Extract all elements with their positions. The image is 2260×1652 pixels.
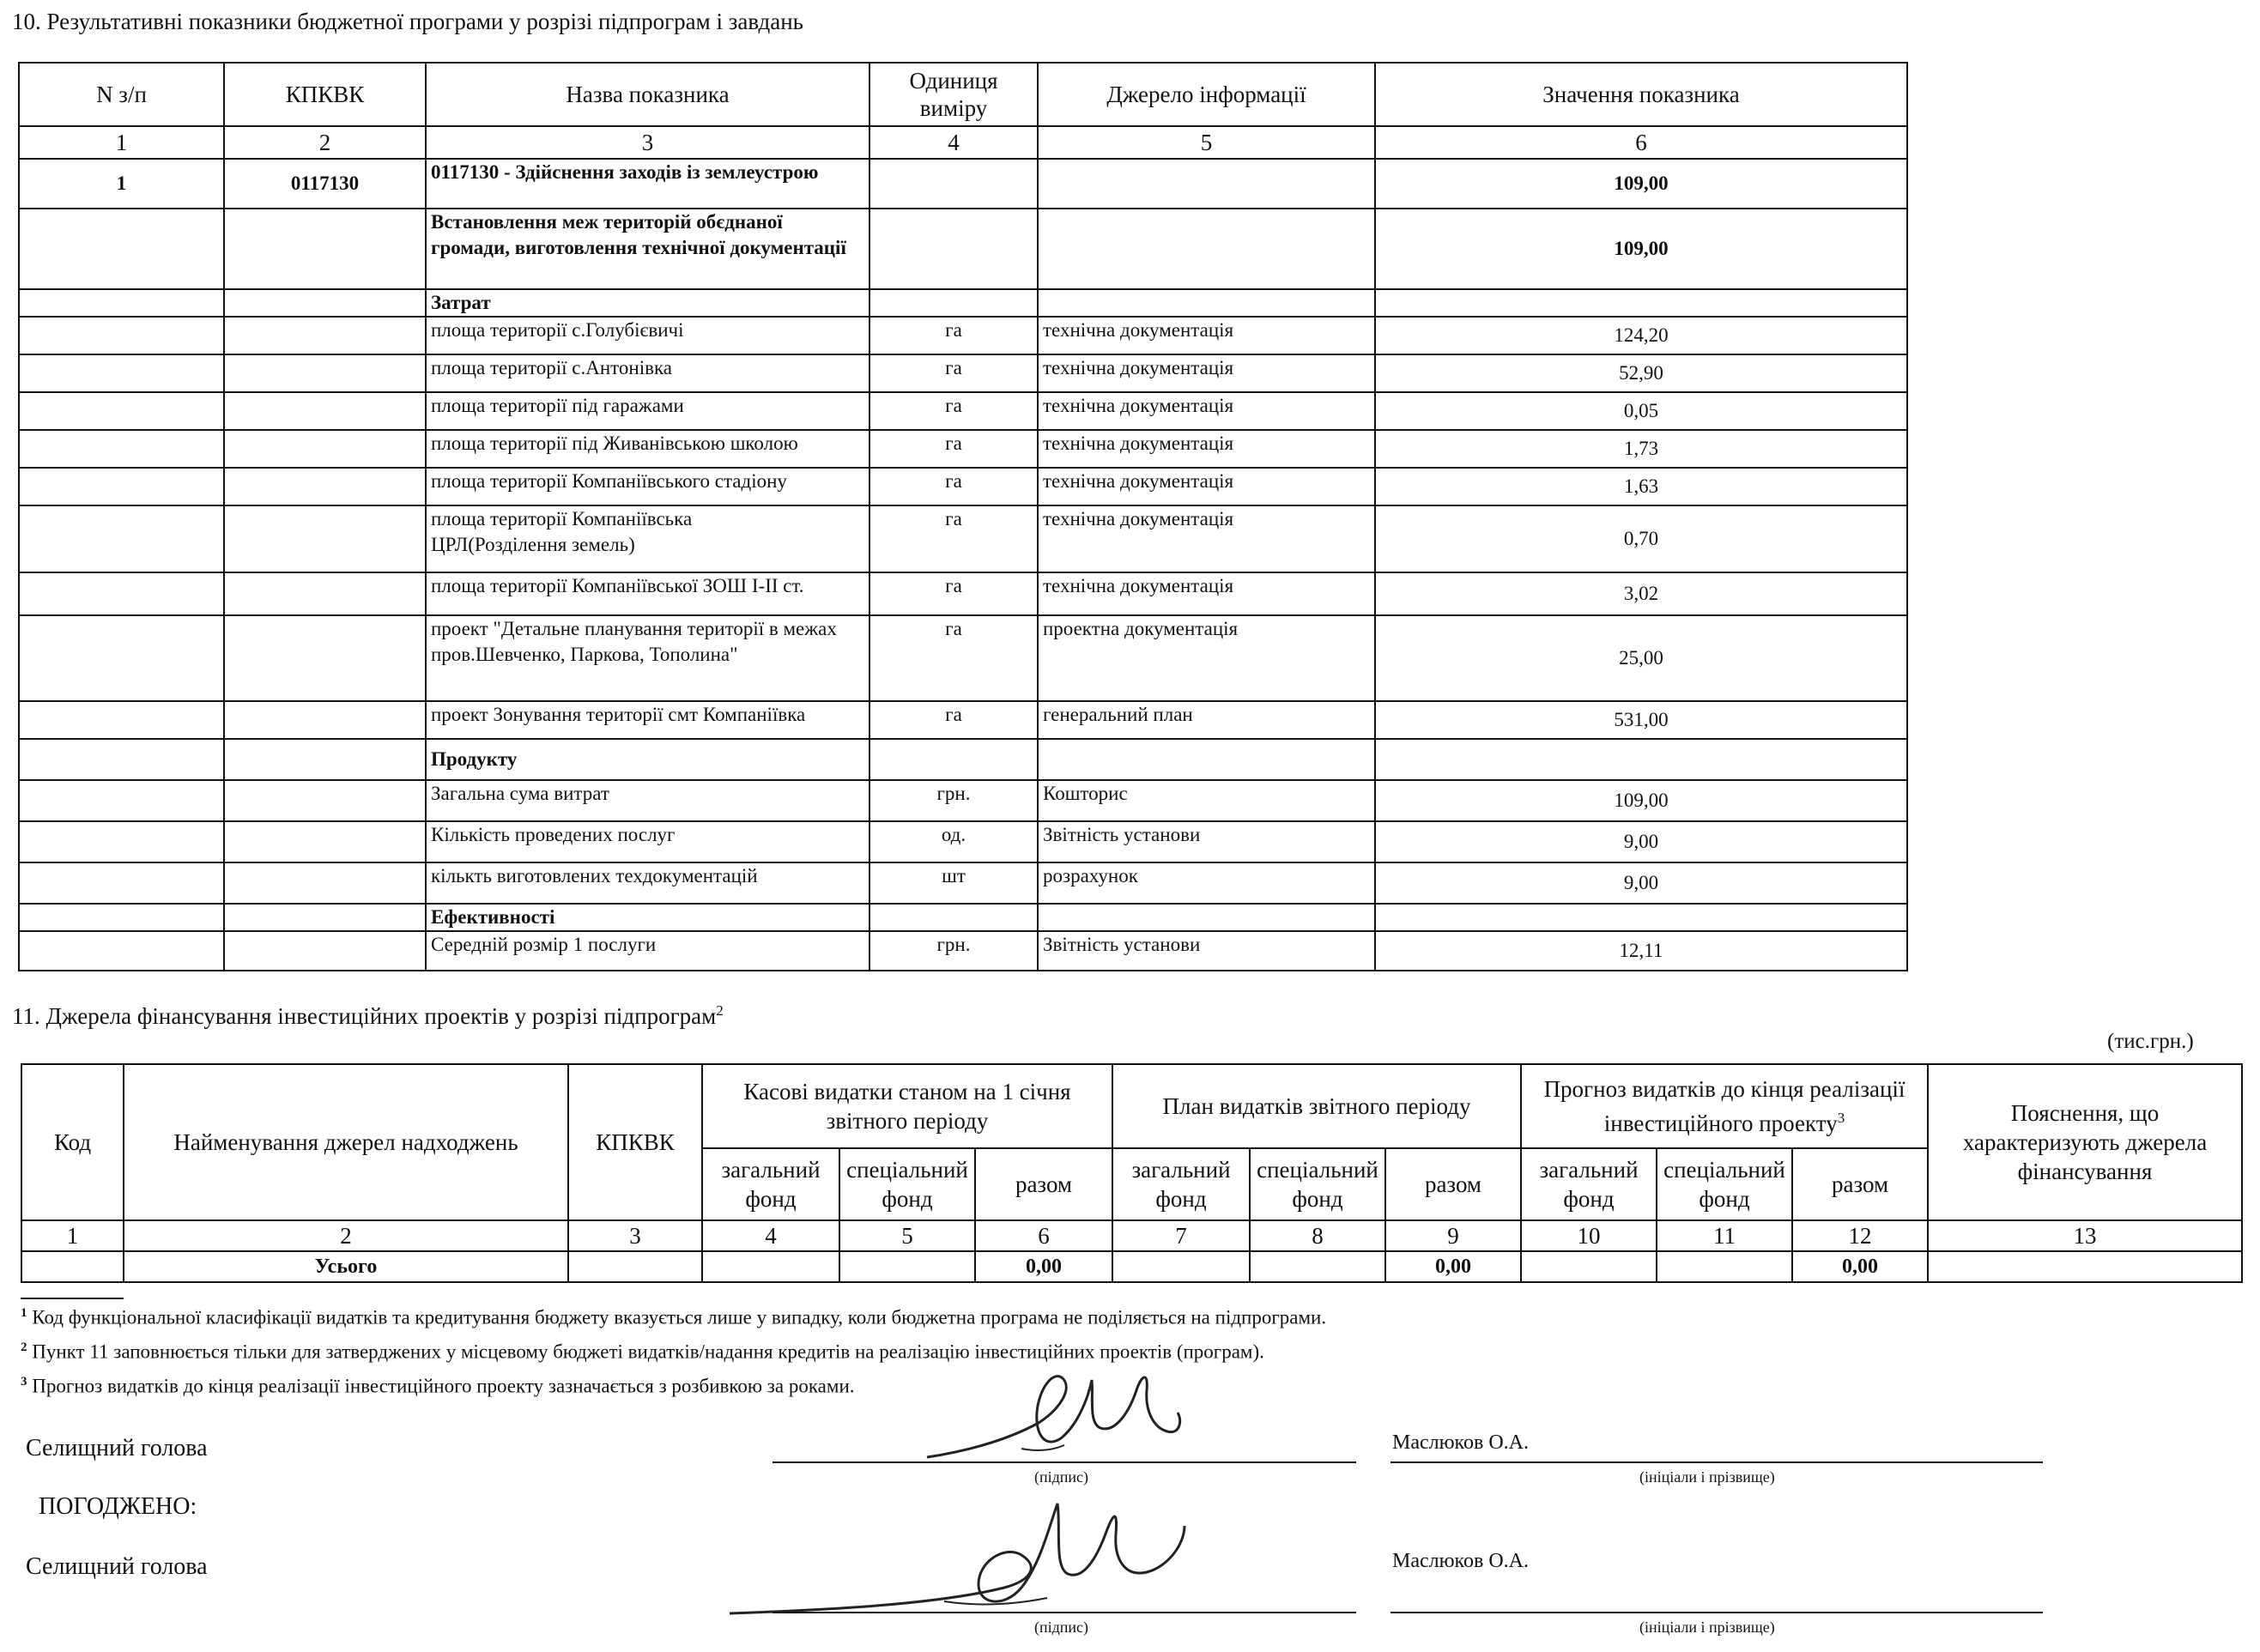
name-line [1391, 1461, 2043, 1463]
col-number: 1 [19, 126, 224, 159]
cell-n [19, 931, 224, 971]
cell-name: кількть виготовлених техдокументацій [426, 862, 869, 904]
footnote-mark: 3 [21, 1375, 27, 1389]
table-row [19, 701, 1907, 739]
signer-role: Селищний голова [26, 1435, 208, 1461]
footnote-1 [21, 1306, 1326, 1329]
cell-n: 1 [19, 159, 224, 209]
table-row [19, 931, 1907, 971]
name-caption: (ініціали і прізвище) [1639, 1619, 1775, 1636]
cell-name: Загальна сума витрат [426, 780, 869, 821]
cell [1250, 1251, 1385, 1282]
cell-value: 3,02 [1375, 572, 1907, 615]
column-numbers-row [21, 1220, 2242, 1251]
col-number: 7 [1112, 1220, 1250, 1251]
cell-value: 1,63 [1375, 468, 1907, 505]
header-special-fund: спеціальний фонд [1250, 1148, 1385, 1220]
section-10-title: 10. Результативні показники бюджетної програми у розрізі підпрограм і завдань [12, 9, 803, 34]
cell-source: технічна документація [1038, 505, 1375, 572]
cell-n [19, 572, 224, 615]
cell-value: 9,00 [1375, 862, 1907, 904]
footnote-text: Код функціональної класифікації видатків та кредитування бюджету вказується лише у випадку, коли бюджетна програма не поділяється на підпрограми. [32, 1306, 1327, 1328]
footnote-divider [21, 1298, 124, 1299]
col-number: 11 [1657, 1220, 1792, 1251]
cell-kpkvk [224, 931, 426, 971]
col-number: 5 [1038, 126, 1375, 159]
cell-unit [869, 209, 1038, 289]
cell-source [1038, 289, 1375, 317]
header-general-fund: загальний фонд [1521, 1148, 1657, 1220]
table-row [19, 289, 1907, 317]
cell-source [1038, 209, 1375, 289]
col-number: 6 [975, 1220, 1112, 1251]
footnote-mark: 1 [21, 1306, 27, 1320]
cell-kpkvk [224, 354, 426, 392]
unit-note: (тис.грн.) [2107, 1030, 2194, 1053]
cell [568, 1251, 702, 1282]
cell-unit: грн. [869, 780, 1038, 821]
cell-source [1038, 739, 1375, 780]
cell-n [19, 615, 224, 701]
header-special-fund: спеціальний фонд [1657, 1148, 1792, 1220]
cell [702, 1251, 839, 1282]
cell-source: технічна документація [1038, 468, 1375, 505]
cell-unit: грн. [869, 931, 1038, 971]
header-cash-expenses: Касові видатки станом на 1 січня звітного періоду [702, 1064, 1112, 1148]
table-row [19, 572, 1907, 615]
cell-kpkvk [224, 615, 426, 701]
cell-value: 0,70 [1375, 505, 1907, 572]
cell-value [1375, 904, 1907, 931]
cell-n [19, 354, 224, 392]
cell-name: площа території с.Антонівка [426, 354, 869, 392]
cell-unit: га [869, 354, 1038, 392]
cell-n [19, 862, 224, 904]
col-number: 6 [1375, 126, 1907, 159]
cell-name: Продукту [426, 739, 869, 780]
cell-n [19, 780, 224, 821]
cell-source [1038, 159, 1375, 209]
cell-value: 531,00 [1375, 701, 1907, 739]
cell-n [19, 289, 224, 317]
cell-unit: га [869, 468, 1038, 505]
cell-unit [869, 739, 1038, 780]
header-general-fund: загальний фонд [702, 1148, 839, 1220]
cell-unit: од. [869, 821, 1038, 862]
table-row [19, 209, 1907, 289]
cell-unit: га [869, 505, 1038, 572]
cell-kpkvk [224, 739, 426, 780]
cell [839, 1251, 975, 1282]
cell-n [19, 739, 224, 780]
table-row [19, 780, 1907, 821]
footnote-mark: 2 [21, 1340, 27, 1354]
table-row [19, 392, 1907, 430]
cell-source: Кошторис [1038, 780, 1375, 821]
cell-source: технічна документація [1038, 392, 1375, 430]
table-row [19, 862, 1907, 904]
cell [1928, 1251, 2242, 1282]
table-row [19, 904, 1907, 931]
col-number: 4 [869, 126, 1038, 159]
total-label: Усього [124, 1251, 568, 1282]
cell [21, 1251, 124, 1282]
cell-unit [869, 159, 1038, 209]
cell-unit: га [869, 317, 1038, 354]
cell-kpkvk [224, 701, 426, 739]
signature-caption: (підпис) [1034, 1468, 1089, 1486]
cell-kpkvk [224, 317, 426, 354]
cell-source: технічна документація [1038, 354, 1375, 392]
cell-kpkvk [224, 468, 426, 505]
cell-source: технічна документація [1038, 430, 1375, 468]
table-header-row [21, 1064, 2242, 1148]
cell-source: технічна документація [1038, 572, 1375, 615]
total-row [21, 1251, 2242, 1282]
cell-unit [869, 289, 1038, 317]
col-number: 2 [224, 126, 426, 159]
header-n: N з/п [19, 63, 224, 126]
total-cash: 0,00 [975, 1251, 1112, 1282]
header-indicator-name: Назва показника [426, 63, 869, 126]
name-caption: (ініціали і прізвище) [1639, 1468, 1775, 1486]
table-row [19, 739, 1907, 780]
cell-n [19, 317, 224, 354]
cell-name: площа території Компаніївська ЦРЛ(Розділення земель) [426, 505, 869, 572]
total-forecast: 0,00 [1792, 1251, 1928, 1282]
cell-n [19, 209, 224, 289]
cell-n [19, 701, 224, 739]
cell-kpkvk [224, 430, 426, 468]
col-number: 5 [839, 1220, 975, 1251]
total-plan: 0,00 [1385, 1251, 1521, 1282]
col-number: 2 [124, 1220, 568, 1251]
header-total: разом [1385, 1148, 1521, 1220]
table-row [19, 821, 1907, 862]
column-numbers-row [19, 126, 1907, 159]
signature-caption: (підпис) [1034, 1619, 1089, 1636]
cell-kpkvk [224, 209, 426, 289]
signer-name: Маслюков О.А. [1392, 1550, 1529, 1572]
footnote-3 [21, 1375, 855, 1398]
col-number: 8 [1250, 1220, 1385, 1251]
cell-name: 0117130 - Здійснення заходів із землеустрою [426, 159, 869, 209]
cell-value: 109,00 [1375, 780, 1907, 821]
cell-n [19, 430, 224, 468]
cell [1657, 1251, 1792, 1282]
table-row [19, 615, 1907, 701]
cell-value: 1,73 [1375, 430, 1907, 468]
col-number: 9 [1385, 1220, 1521, 1251]
cell-unit [869, 904, 1038, 931]
cell-value: 9,00 [1375, 821, 1907, 862]
cell-name: Середній розмір 1 послуги [426, 931, 869, 971]
cell-kpkvk [224, 780, 426, 821]
cell-unit: га [869, 615, 1038, 701]
cell-name: площа території Компаніївського стадіону [426, 468, 869, 505]
cell-name: Кількість проведених послуг [426, 821, 869, 862]
cell-source: технічна документація [1038, 317, 1375, 354]
header-explanation: Пояснення, що характеризують джерела фінансування [1928, 1064, 2242, 1220]
header-forecast-expenses [1521, 1064, 1928, 1148]
cell-value: 124,20 [1375, 317, 1907, 354]
cell-name: площа території Компаніївської ЗОШ І-ІІ ст. [426, 572, 869, 615]
cell-name: Встановлення меж територій обєднаної громади, виготовлення технічної документації [426, 209, 869, 289]
cell-kpkvk [224, 572, 426, 615]
col-number: 3 [426, 126, 869, 159]
cell-unit: га [869, 701, 1038, 739]
cell-value: 109,00 [1375, 209, 1907, 289]
header-kpkvk: КПКВК [568, 1064, 702, 1220]
cell-n [19, 468, 224, 505]
cell-kpkvk [224, 505, 426, 572]
cell-value: 109,00 [1375, 159, 1907, 209]
header-unit: Одиниця виміру [869, 63, 1038, 126]
header-kpkvk: КПКВК [224, 63, 426, 126]
cell-kpkvk [224, 862, 426, 904]
table-header-row [19, 63, 1907, 126]
cell-source [1038, 904, 1375, 931]
header-code: Код [21, 1064, 124, 1220]
cell-name: площа території під Живанівською школою [426, 430, 869, 468]
cell-n [19, 505, 224, 572]
header-special-fund: спеціальний фонд [839, 1148, 975, 1220]
header-forecast-text: Прогноз видатків до кінця реалізації інвестиційного проекту [1543, 1076, 1906, 1136]
cell-kpkvk [224, 821, 426, 862]
col-number: 13 [1928, 1220, 2242, 1251]
cell-kpkvk [224, 392, 426, 430]
footnote-text: Прогноз видатків до кінця реалізації інвестиційного проекту зазначається з розбивкою за роками. [32, 1375, 855, 1397]
header-source-name: Найменування джерел надходжень [124, 1064, 568, 1220]
cell-unit: га [869, 572, 1038, 615]
cell-unit: га [869, 392, 1038, 430]
cell-n [19, 904, 224, 931]
agreed-label: ПОГОДЖЕНО: [39, 1493, 197, 1520]
header-total: разом [1792, 1148, 1928, 1220]
footnote-mark: 3 [1837, 1110, 1845, 1126]
cell-kpkvk [224, 289, 426, 317]
col-number: 4 [702, 1220, 839, 1251]
col-number: 12 [1792, 1220, 1928, 1251]
cell [1521, 1251, 1657, 1282]
header-total: разом [975, 1148, 1112, 1220]
performance-indicators-table [18, 62, 1908, 971]
table-row [19, 468, 1907, 505]
col-number: 10 [1521, 1220, 1657, 1251]
table-row [19, 159, 1907, 209]
table-row [19, 505, 1907, 572]
header-value: Значення показника [1375, 63, 1907, 126]
cell-value: 25,00 [1375, 615, 1907, 701]
cell-source: проектна документація [1038, 615, 1375, 701]
section-11-title-text: 11. Джерела фінансування інвестиційних проектів у розрізі підпрограм [12, 1003, 717, 1029]
header-plan-expenses: План видатків звітного періоду [1112, 1064, 1521, 1148]
cell-name: проект Зонування території смт Компаніївка [426, 701, 869, 739]
table-row [19, 354, 1907, 392]
table-row [19, 317, 1907, 354]
cell-name: площа території с.Голубієвичі [426, 317, 869, 354]
cell-name: Затрат [426, 289, 869, 317]
name-line [1391, 1612, 2043, 1613]
financing-sources-table [21, 1063, 2243, 1283]
cell-n [19, 392, 224, 430]
section-11-title [12, 1002, 724, 1030]
cell-value [1375, 739, 1907, 780]
header-general-fund: загальний фонд [1112, 1148, 1250, 1220]
handwritten-signature-1 [910, 1356, 1219, 1467]
cell-value: 52,90 [1375, 354, 1907, 392]
cell-source: розрахунок [1038, 862, 1375, 904]
cell-name: площа території під гаражами [426, 392, 869, 430]
cell-value: 12,11 [1375, 931, 1907, 971]
cell-value [1375, 289, 1907, 317]
handwritten-signature-2 [721, 1485, 1219, 1631]
cell-n [19, 821, 224, 862]
col-number: 1 [21, 1220, 124, 1251]
footnote-mark: 2 [716, 1002, 724, 1019]
cell-source: генеральний план [1038, 701, 1375, 739]
cell-value: 0,05 [1375, 392, 1907, 430]
cell-source: Звітність установи [1038, 931, 1375, 971]
col-number: 3 [568, 1220, 702, 1251]
cell-unit: шт [869, 862, 1038, 904]
cell-name: проект "Детальне планування території в межах пров.Шевченко, Паркова, Тополина" [426, 615, 869, 701]
cell-kpkvk: 0117130 [224, 159, 426, 209]
footnote-text: Пункт 11 заповнюється тільки для затверджених у місцевому бюджеті видатків/надання кредитів на реалізацію інвестиційних проектів (програм). [32, 1340, 1264, 1363]
cell-kpkvk [224, 904, 426, 931]
cell-source: Звітність установи [1038, 821, 1375, 862]
table-row [19, 430, 1907, 468]
cell-unit: га [869, 430, 1038, 468]
signer-role: Селищний голова [26, 1553, 208, 1580]
cell [1112, 1251, 1250, 1282]
cell-name: Ефективності [426, 904, 869, 931]
header-source: Джерело інформації [1038, 63, 1375, 126]
signer-name: Маслюков О.А. [1392, 1431, 1529, 1454]
